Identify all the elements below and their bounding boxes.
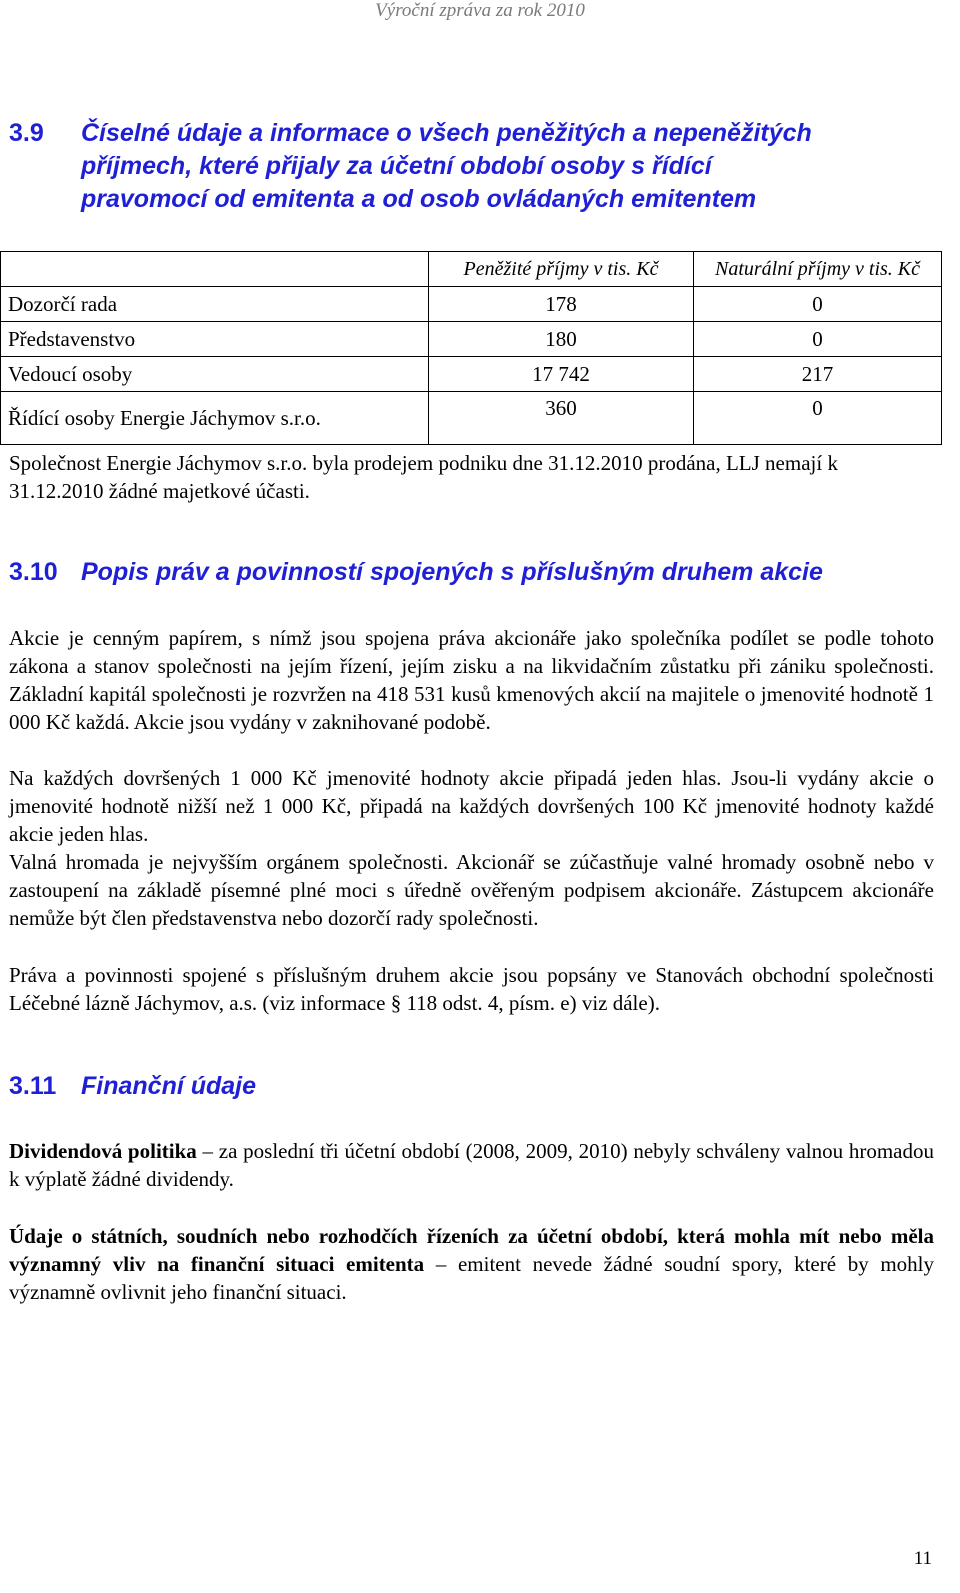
section-3-10-title: Popis práv a povinností spojených s příslušným druhem akcie [81,558,823,586]
section-3-9-title-line-2: příjmech, které přijaly za účetní období osoby s řídící [81,152,712,180]
table-header-cell: Peněžité příjmy v tis. Kč [429,252,694,287]
table-cell: Řídící osoby Energie Jáchymov s.r.o. [1,392,429,445]
dividend-policy-paragraph [9,1137,934,1193]
table-cell: 0 [694,322,942,357]
legal-proceedings-text: – emitent nevede žádné soudní spory, které by mohly významně ovlivnit jeho finanční situaci. [9,1252,934,1304]
table-header-row [1,252,942,287]
paragraph-voting: Na každých dovršených 1 000 Kč jmenovité hodnoty akcie připadá jeden hlas. Jsou-li vydány akcie o jmenovité hodnotě nižší než 1 000 Kč, připadá na každých dovršených 100 Kč jmenovité hodnoty každé akcie jeden hlas. [9,766,934,846]
table-cell: Představenstvo [1,322,429,357]
section-3-11-heading [9,1070,256,1103]
section-3-11-title: Finanční údaje [81,1072,257,1100]
table-cell: 0 [694,392,942,445]
table-header-cell [1,252,429,287]
paragraph-general-meeting: Valná hromada je nejvyšším orgánem společnosti. Akcionář se zúčastňuje valné hromady osobně nebo v zastoupení na základě písemné plné moci s úředně ověřeným podpisem akcionáře. Zástupcem akcionáře nemůže být člen představenstva nebo dozorčí rady společnosti. [9,850,934,930]
section-3-9-title-line-3: pravomocí od emitenta a od osob ovládaných emitentem [81,185,757,213]
section-3-9-heading [9,117,812,216]
legal-proceedings-label: Údaje o státních, soudních nebo rozhodčích řízeních za účetní období, která mohla mít nebo měla významný vliv na finanční situaci emitenta [9,1224,934,1276]
section-3-9-title-line-1: Číselné údaje a informace o všech peněžitých a nepeněžitých [81,119,812,147]
table-row [1,287,942,322]
table-cell: 0 [694,287,942,322]
table-row [1,357,942,392]
table-row [1,322,942,357]
section-3-9-number: 3.9 [9,119,44,147]
legal-proceedings-paragraph [9,1222,934,1306]
paragraph-shares: Akcie je cenným papírem, s nímž jsou spojena práva akcionáře jako společníka podílet se podle tohoto zákona a stanov společnosti na jejím řízení, jejím zisku a na likvidačním zůstatku při zániku společnosti. Základní kapitál společnosti je rozvržen na 418 531 kusů kmenových akcií na majitele o jmenovité hodnotě 1 000 Kč každá. Akcie jsou vydány v zaknihované podobě. [9,626,934,734]
table-cell: Vedoucí osoby [1,357,429,392]
table-row [1,392,942,445]
section-3-10-number: 3.10 [9,558,58,586]
table-cell: 178 [429,287,694,322]
paragraph-statutes: Práva a povinnosti spojené s příslušným druhem akcie jsou popsány ve Stanovách obchodní společnosti Léčebné lázně Jáchymov, a.s. (viz informace § 118 odst. 4, písm. e) viz dále). [9,963,934,1015]
dividend-policy-text: – za poslední tři účetní období (2008, 2009, 2010) nebyly schváleny valnou hromadou k výplatě žádné dividendy. [9,1139,934,1191]
table-cell: 360 [429,392,694,445]
table-header-cell: Naturální příjmy v tis. Kč [694,252,942,287]
section-3-10-heading [9,556,823,589]
table-cell: Dozorčí rada [1,287,429,322]
table-cell: 180 [429,322,694,357]
dividend-policy-label: Dividendová politika [9,1139,197,1163]
sale-note: Společnost Energie Jáchymov s.r.o. byla prodejem podniku dne 31.12.2010 prodána, LLJ nemají k 31.12.2010 žádné majetkové účasti. [9,451,838,503]
page-number: 11 [913,1548,932,1569]
table-cell: 217 [694,357,942,392]
table-cell: 17 742 [429,357,694,392]
income-table [0,251,942,445]
running-header: Výroční zpráva za rok 2010 [375,0,585,21]
section-3-11-number: 3.11 [9,1072,57,1100]
